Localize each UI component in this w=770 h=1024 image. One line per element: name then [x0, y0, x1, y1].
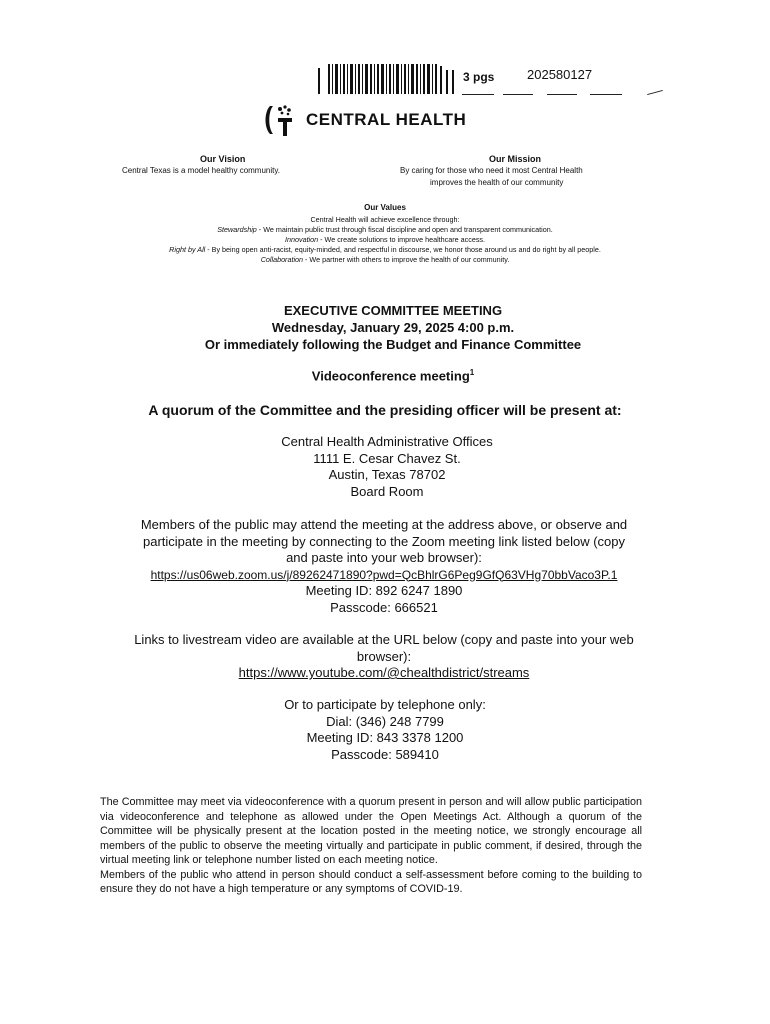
livestream-block: [0, 632, 769, 682]
central-health-logo-icon: [262, 102, 298, 138]
telephone-passcode: Passcode: 589410: [331, 746, 439, 762]
document-number: 202580127: [527, 67, 593, 82]
value-term: Innovation: [284, 235, 319, 244]
mission-title: Our Mission: [489, 154, 542, 164]
value-item: [0, 225, 770, 235]
signature-line: [503, 94, 533, 95]
value-term: Right by All: [169, 245, 206, 254]
vision-title: Our Vision: [200, 154, 246, 164]
value-term: Stewardship: [217, 225, 257, 234]
values-title: [0, 203, 770, 212]
signature-line: [462, 94, 494, 95]
zoom-block: [0, 517, 769, 616]
signature-line: [547, 94, 577, 95]
page-count: 3 pgs: [463, 70, 495, 84]
notice-block: [100, 795, 642, 897]
mission-text: By caring for those who need it most Central Health: [400, 166, 583, 175]
zoom-text: and paste into your web browser):: [286, 550, 482, 565]
quorum-statement: A quorum of the Committee and the presiding officer will be present at:: [148, 402, 622, 418]
telephone-block: [0, 697, 770, 763]
footnote-mark: 1: [469, 368, 475, 377]
notice-paragraph: The Committee may meet via videoconference with a quorum present in person and will allow public participation via videoconference and telephone as allowed under the Open Meetings Act. Although a quorum of the Committee will be physically present at the location posted in the meeting notice, we strongly encourage all members of the public to observe the meeting virtually and participate in public comment, if desired, through the virtual meeting link or telephone number listed on each meeting notice.: [100, 796, 642, 866]
vision-text: Central Texas is a model healthy community.: [122, 166, 280, 175]
livestream-text: Links to livestream video are available at the URL below (copy and paste into your web: [134, 632, 634, 647]
barcode: [318, 64, 458, 96]
mission-text: improves the health of our community: [430, 178, 564, 187]
meeting-mode: [8, 368, 770, 383]
location-room: Board Room: [350, 483, 424, 499]
meeting-datetime: Wednesday, January 29, 2025 4:00 p.m.: [271, 320, 515, 335]
values-title-text: Our Values: [364, 203, 406, 212]
value-text: - We maintain public trust through fiscal discipline and open and transparent communication.: [256, 225, 553, 234]
value-item: [0, 245, 770, 255]
signature-line: [647, 90, 663, 95]
location-street: 1111 E. Cesar Chavez St.: [313, 450, 461, 466]
telephone-dial: Dial: (346) 248 7799: [326, 713, 444, 729]
zoom-meeting-id: Meeting ID: 892 6247 1890: [305, 583, 463, 598]
value-text: - We create solutions to improve healthcare access.: [318, 235, 486, 244]
zoom-text: participate in the meeting by connecting to the Zoom meeting link listed below (copy: [143, 533, 625, 549]
values-list: [0, 215, 770, 265]
value-item: [0, 235, 770, 245]
location-name: Central Health Administrative Offices: [281, 434, 493, 449]
signature-line: [590, 94, 622, 95]
values-intro: Central Health will achieve excellence through:: [310, 215, 460, 224]
zoom-text: Members of the public may attend the meeting at the address above, or observe and: [140, 517, 628, 532]
meeting-title: EXECUTIVE COMMITTEE MEETING: [283, 303, 503, 318]
meeting-following: Or immediately following the Budget and Finance Committee: [204, 337, 582, 352]
telephone-intro: Or to participate by telephone only:: [284, 697, 486, 712]
livestream-link[interactable]: https://www.youtube.com/@chealthdistrict/streams: [238, 665, 530, 680]
zoom-meeting-link[interactable]: https://us06web.zoom.us/j/89262471890?pwd=QcBhlrG6Peg9GfQ63VHg70bbVaco3P.1: [150, 567, 618, 582]
value-text: - By being open anti-racist, equity-minded, and respectful in discourse, we honor those around us and do right by all people.: [205, 245, 601, 254]
value-term: Collaboration: [260, 255, 304, 264]
location-block: [2, 434, 770, 500]
telephone-meeting-id: Meeting ID: 843 3378 1200: [306, 730, 464, 745]
meeting-mode-text: Videoconference meeting: [311, 368, 470, 384]
zoom-passcode: Passcode: 666521: [330, 599, 438, 615]
value-text: - We partner with others to improve the health of our community.: [303, 255, 510, 264]
notice-paragraph: Members of the public who attend in person should conduct a self-assessment before coming to the building to ensure they do not have a high temperature or any symptoms of COVID-19.: [100, 868, 642, 895]
brand-name: CENTRAL HEALTH: [306, 110, 467, 129]
value-item: [0, 255, 770, 265]
livestream-text: browser):: [356, 648, 412, 664]
location-city: Austin, Texas 78702: [328, 467, 446, 482]
